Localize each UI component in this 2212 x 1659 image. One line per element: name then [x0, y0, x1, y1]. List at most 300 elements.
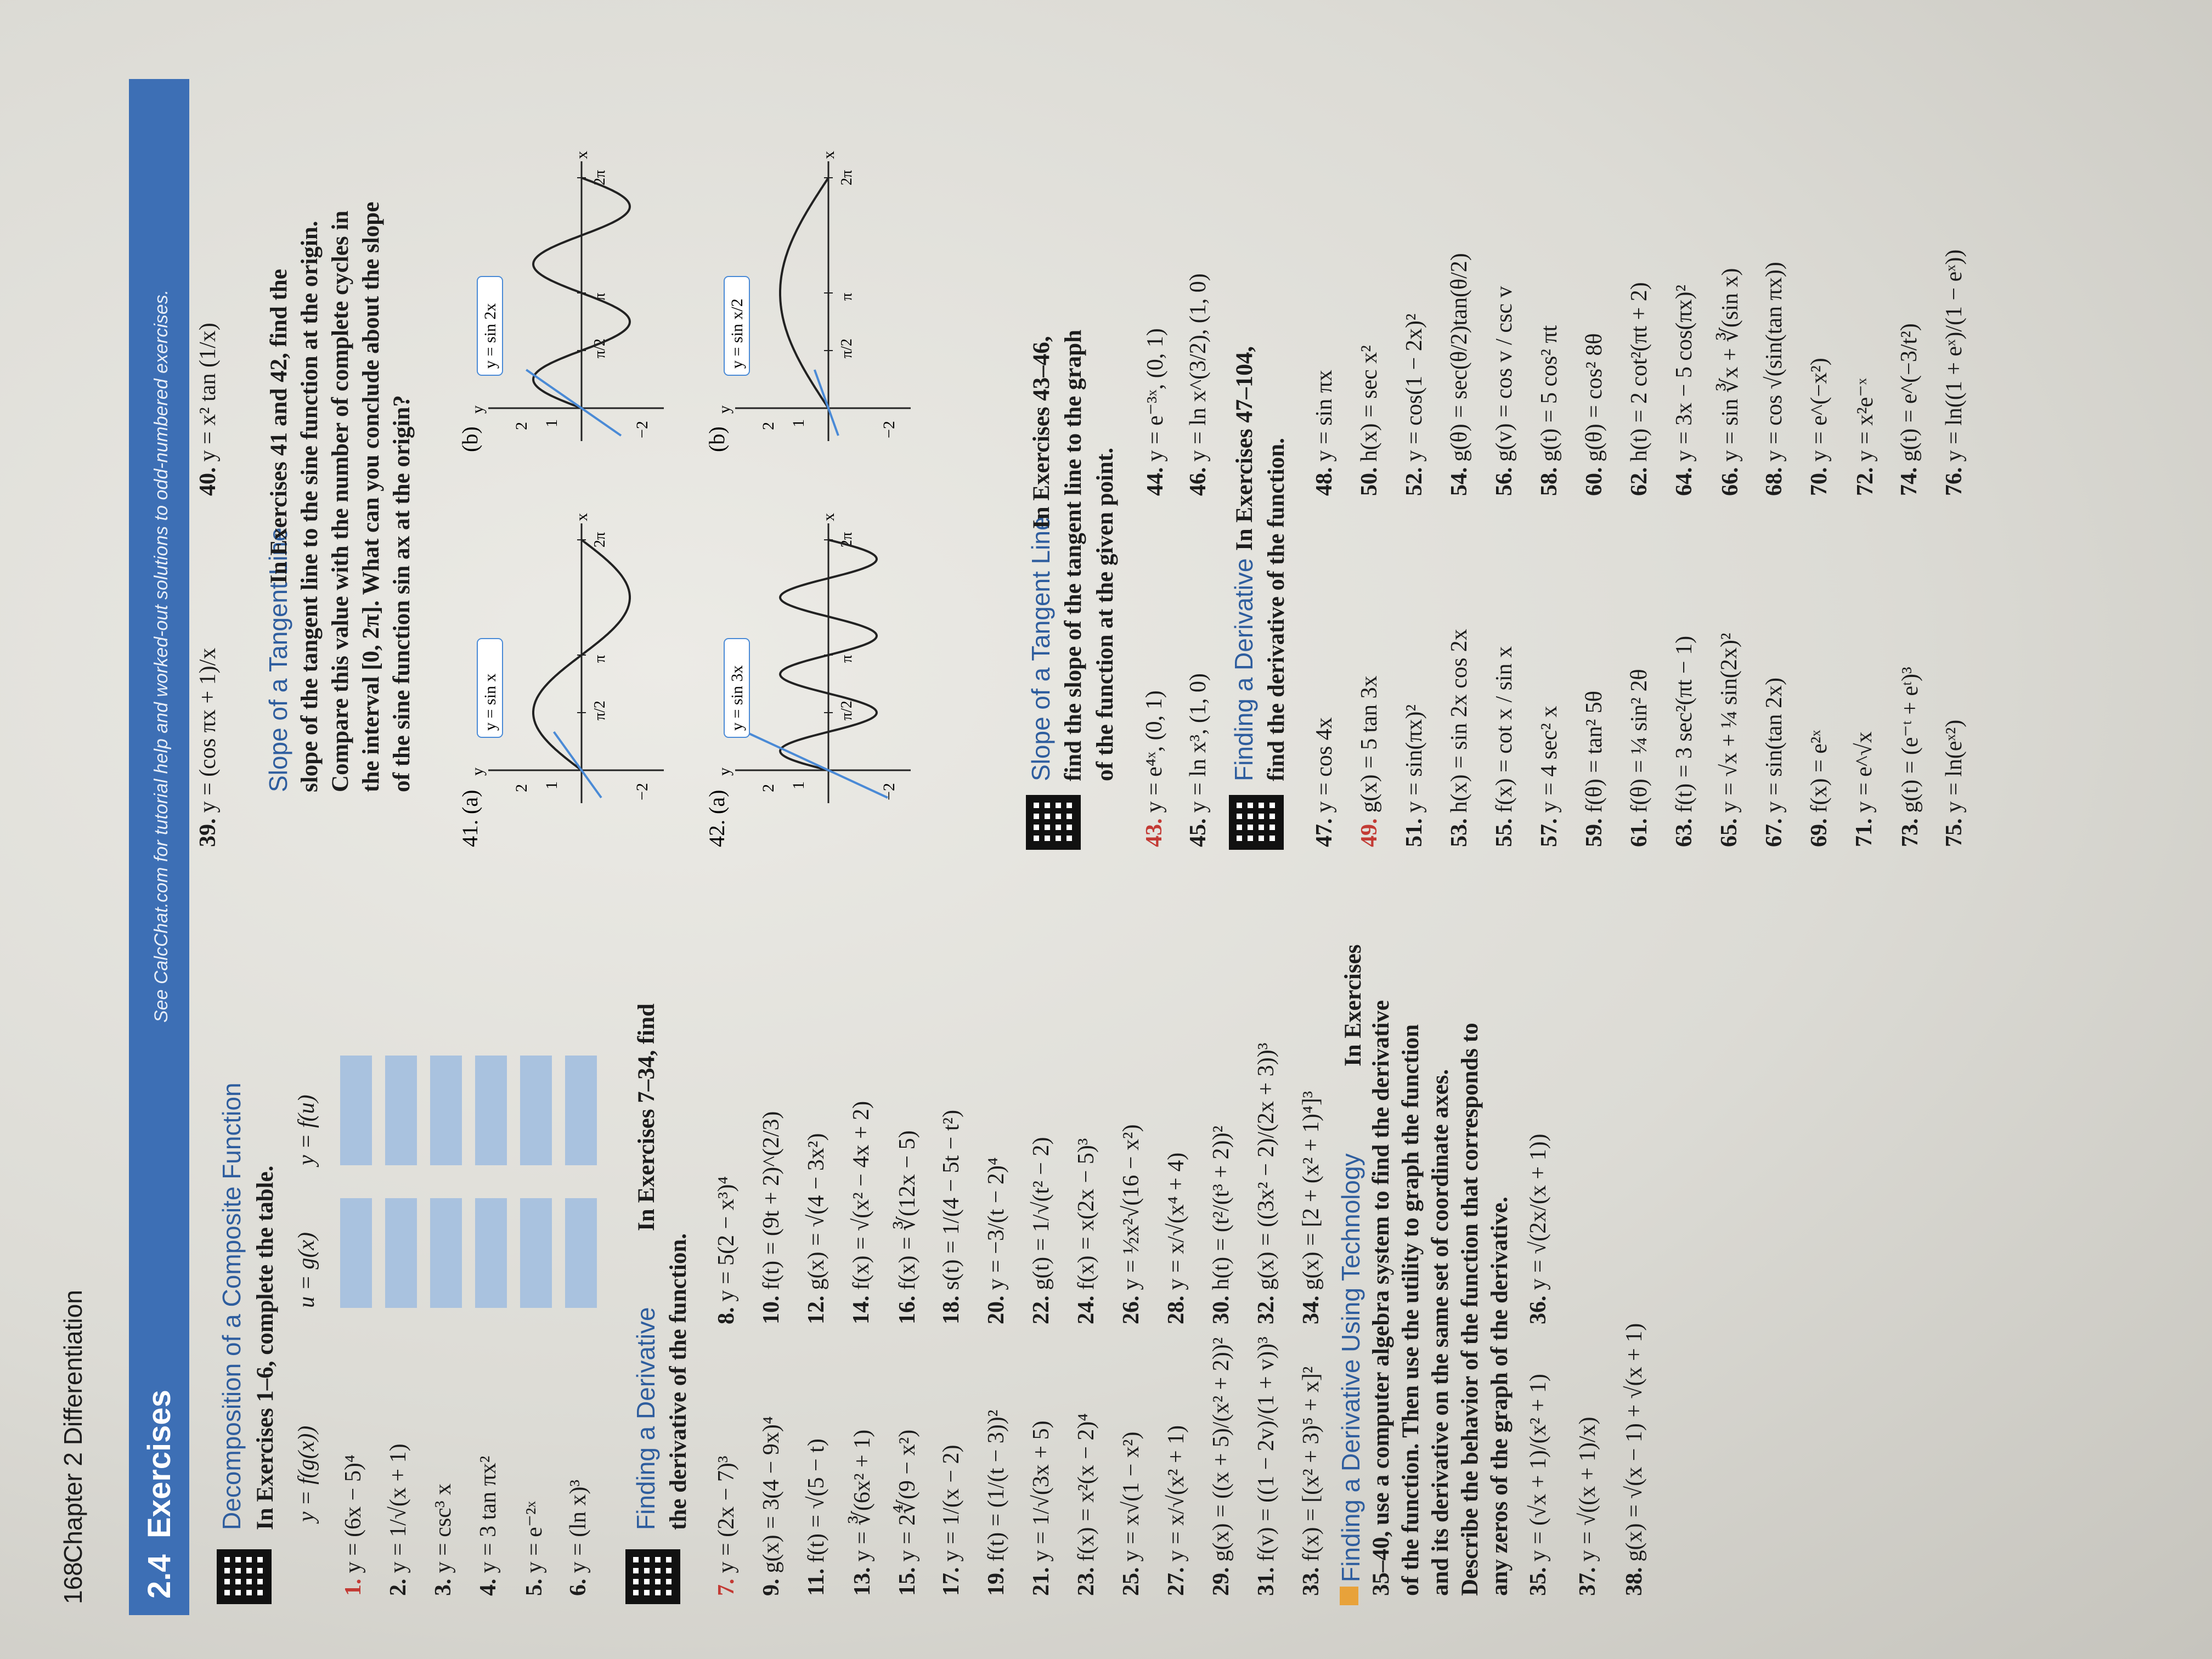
slope-tangent-intro-line: of the function at the given point.	[1092, 448, 1118, 781]
answer-cell[interactable]	[430, 1198, 462, 1308]
x-tick-label: π/2	[591, 338, 608, 358]
exercise-number: 66.	[1718, 467, 1743, 496]
exercise-expression: y = ∛(6x² + 1)	[850, 1429, 875, 1562]
exercise-number: 11.	[804, 1568, 829, 1596]
exercise-number: 17.	[939, 1567, 964, 1596]
exercise-number: 60.	[1582, 467, 1607, 496]
exercise-expression: y = e⁻³ˣ, (0, 1)	[1143, 328, 1168, 462]
exercise-51	[1401, 704, 1427, 847]
exercise-number: 29.	[1209, 1567, 1234, 1596]
slope-tangent-intro-line: In Exercises 43–46,	[1029, 336, 1054, 529]
technology-icon	[1340, 1587, 1358, 1605]
slope-tangent-intro-line: the interval [0, 2π]. What can you conclude about the slope	[358, 201, 384, 792]
slope-tangent-intro-line: find the slope of the tangent line to the graph	[1060, 330, 1086, 781]
decomposition-heading: Decomposition of a Composite Function	[217, 1082, 246, 1530]
curve-label: y = sin x/2	[728, 298, 746, 369]
exercise-expression: s(t) = 1/(4 − 5t − t²)	[939, 1109, 964, 1290]
finding-derivative-heading-2: Finding a Derivative	[1229, 558, 1258, 781]
exercise-expression: y = (2x − 7)³	[714, 1455, 739, 1573]
exercise-expression: y = x²e⁻ˣ	[1853, 378, 1878, 462]
exercise-64	[1671, 285, 1697, 496]
technology-heading: Finding a Derivative Using Technology	[1336, 1153, 1365, 1582]
exercise-number: 32.	[1254, 1295, 1279, 1324]
exercise-45	[1185, 673, 1211, 847]
exercise-number: 23.	[1074, 1567, 1099, 1596]
exercise-number: 47.	[1312, 818, 1337, 847]
exercise-expression: g(x) = √(4 − 3x²)	[804, 1133, 829, 1290]
exercise-number: 72.	[1853, 467, 1878, 496]
exercise-expression: y = 1/(x − 2)	[939, 1444, 964, 1562]
exercise-expression: y = e⁻²ˣ	[522, 1501, 547, 1573]
exercise-number: 15.	[895, 1567, 920, 1596]
chapter-title: Chapter 2 Differentiation	[59, 1290, 87, 1563]
exercise-expression: y = √x + ¼ sin(2x)²	[1717, 633, 1742, 813]
graph-part-label: (b)	[458, 426, 482, 452]
exercise-17	[938, 1444, 964, 1596]
exercise-number: 27.	[1164, 1567, 1189, 1596]
exercise-expression: f(x) = x(2x − 5)³	[1074, 1138, 1099, 1290]
exercise-number: 2.	[386, 1578, 411, 1596]
sine-graphs	[455, 79, 949, 847]
exercise-36	[1525, 1133, 1551, 1324]
exercise-number: 74.	[1897, 467, 1922, 496]
exercise-number: 10.	[759, 1295, 784, 1324]
exercise-number: 31.	[1254, 1567, 1279, 1596]
exercise-15	[893, 1430, 921, 1596]
exercise-number: 30.	[1209, 1295, 1234, 1324]
exercise-5	[520, 1501, 548, 1596]
exercise-number: 58.	[1537, 467, 1562, 496]
exercise-23	[1073, 1413, 1099, 1596]
exercise-35	[1525, 1374, 1551, 1596]
exercise-expression: g(θ) = sec(θ/2)tan(θ/2)	[1447, 253, 1472, 462]
exercise-expression: f(v) = ((1 − 2v)/(1 + v))³	[1254, 1336, 1279, 1562]
exercise-number: 70.	[1807, 467, 1832, 496]
exercise-number: 61.	[1627, 818, 1652, 847]
exercise-expression: y = √(2x/(x + 1))	[1526, 1133, 1551, 1290]
exercise-expression: f(θ) = ¼ sin² 2θ	[1627, 669, 1652, 813]
exercise-expression: y = e⁴ˣ, (0, 1)	[1142, 690, 1167, 813]
table-header-fu: y = f(u)	[294, 1094, 319, 1165]
exercise-number: 56.	[1492, 467, 1517, 496]
exercise-67	[1761, 678, 1787, 847]
calcchat-note: See CalcChat.com for tutorial help and worked-out solutions to odd-numbered exercises.	[151, 289, 172, 1023]
exercise-expression: y = (cos πx + 1)/x	[195, 647, 221, 813]
exercise-number: 50.	[1357, 467, 1382, 496]
answer-cell[interactable]	[385, 1056, 417, 1165]
exercise-expression: f(x) = ∛(12x − 5)	[895, 1130, 920, 1290]
textbook-page	[5, 0, 2212, 1659]
table-header-fgx: y = f(g(x))	[294, 1425, 319, 1522]
exercise-expression: y = ln x^(3/2), (1, 0)	[1186, 273, 1211, 462]
x-tick-label: π	[591, 654, 608, 663]
tick-label: −2	[880, 783, 898, 800]
exercise-34	[1298, 1091, 1324, 1324]
exercise-8	[713, 1176, 740, 1324]
tangent-line	[815, 370, 838, 436]
graph-number: 42.	[704, 820, 729, 847]
exercise-number: 12.	[804, 1295, 829, 1324]
exercise-number: 36.	[1526, 1295, 1551, 1324]
qr-code-icon[interactable]	[1026, 795, 1081, 850]
exercise-expression: y = csc³ x	[431, 1483, 456, 1573]
curve-label: y = sin x	[481, 673, 499, 731]
exercise-61	[1626, 669, 1652, 848]
exercise-expression: y = 4 sec² x	[1537, 706, 1562, 813]
exercise-expression: y = 1/√(x + 1)	[386, 1443, 411, 1573]
exercise-number: 64.	[1672, 467, 1697, 496]
exercise-expression: g(t) = e^(−3/t²)	[1897, 323, 1922, 462]
tangent-line	[526, 370, 621, 436]
y-axis-label: y	[469, 768, 487, 776]
exercise-expression: g(t) = 1/√(t² − 2)	[1029, 1137, 1054, 1290]
exercise-number: 6.	[566, 1578, 591, 1596]
exercise-number: 49.	[1357, 818, 1382, 847]
x-tick-label: 2π	[838, 170, 855, 185]
answer-cell[interactable]	[340, 1056, 372, 1165]
exercise-expression: g(x) = ((3x² − 2)/(2x + 3))³	[1254, 1042, 1279, 1290]
exercise-expression: g(v) = cos v / csc v	[1492, 286, 1517, 462]
exercise-expression: y = cos √(sin(tan πx))	[1762, 262, 1787, 462]
exercise-number: 69.	[1807, 818, 1832, 847]
exercise-4	[475, 1456, 501, 1596]
exercise-31	[1253, 1336, 1279, 1596]
x-tick-label: π	[838, 654, 855, 663]
x-tick-label: π/2	[838, 338, 855, 358]
qr-code-icon[interactable]	[625, 1549, 680, 1604]
x-tick-label: π	[838, 292, 855, 301]
table-header-gx: u = g(x)	[294, 1232, 319, 1308]
answer-cell[interactable]	[385, 1198, 417, 1308]
exercise-number: 7.	[714, 1578, 739, 1596]
x-axis-label: x	[820, 513, 838, 521]
tick-label: 2	[759, 784, 777, 792]
exercise-number: 44.	[1143, 467, 1168, 496]
tick-label: 2	[512, 784, 531, 792]
exercise-number: 9.	[759, 1578, 784, 1596]
exercise-number: 3.	[431, 1578, 456, 1596]
exercise-expression: y = (6x − 5)⁴	[341, 1454, 366, 1573]
exercise-expression: g(x) = [2 + (x² + 1)⁴]³	[1299, 1091, 1324, 1290]
tick-label: −2	[880, 421, 898, 438]
technology-intro-line: Describe the behavior of the function that corresponds to	[1457, 1023, 1483, 1596]
exercise-expression: y = x/√(x⁴ + 4)	[1164, 1152, 1189, 1290]
exercise-number: 65.	[1717, 818, 1742, 847]
exercise-16	[893, 1130, 921, 1324]
exercise-expression: y = 3 tan πx²	[476, 1455, 501, 1573]
finding-derivative-intro-line: find the derivative of the function.	[1263, 438, 1289, 781]
exercise-number: 20.	[984, 1295, 1009, 1324]
exercise-20	[983, 1157, 1009, 1324]
technology-intro-line: and its derivative on the same set of coordinate axes.	[1427, 1069, 1453, 1596]
finding-derivative-intro-line: In Exercises 47–104,	[1232, 346, 1257, 551]
exercise-26	[1118, 1124, 1144, 1324]
exercise-number: 51.	[1402, 818, 1427, 847]
exercise-expression: f(x) = e²ˣ	[1807, 730, 1832, 813]
answer-cell[interactable]	[565, 1056, 597, 1165]
exercise-expression: f(t) = (9t + 2)^(2/3)	[759, 1111, 784, 1290]
exercise-number: 43.	[1142, 818, 1167, 847]
exercise-expression: y = 5(2 − x³)⁴	[714, 1176, 739, 1302]
exercise-27	[1163, 1425, 1189, 1596]
exercise-expression: y = ln((1 + eˣ)/(1 − eˣ))	[1942, 249, 1967, 462]
technology-intro-line: 35–40, use a computer algebra system to find the derivative	[1368, 1000, 1394, 1596]
exercise-43	[1141, 690, 1167, 847]
qr-code-icon[interactable]	[1229, 795, 1284, 850]
exercise-expression: f(θ) = tan² 5θ	[1582, 691, 1607, 813]
tick-label: −2	[633, 421, 651, 438]
exercise-66	[1716, 268, 1743, 496]
exercise-expression: f(x) = [(x² + 3)⁵ + x]²	[1299, 1366, 1324, 1562]
x-axis-label: x	[820, 151, 838, 159]
exercise-number: 38.	[1622, 1567, 1647, 1596]
exercise-number: 24.	[1074, 1295, 1099, 1324]
exercise-expression: f(t) = 3 sec²(πt − 1)	[1672, 635, 1697, 813]
graph-part-label: (a)	[458, 789, 482, 814]
exercise-58	[1536, 325, 1562, 496]
exercise-expression: y = −3/(t − 2)⁴	[984, 1157, 1009, 1290]
exercise-expression: y = x² tan (1/x)	[195, 323, 221, 462]
answer-cell[interactable]	[475, 1056, 507, 1165]
exercise-expression: y = 1/√(3x + 5)	[1029, 1420, 1054, 1562]
exercise-expression: y = cos(1 − 2x)²	[1402, 313, 1427, 462]
exercise-12	[803, 1133, 830, 1324]
exercise-70	[1806, 358, 1832, 496]
exercise-number: 5.	[522, 1578, 547, 1596]
exercise-number: 21.	[1029, 1567, 1054, 1596]
exercise-number: 48.	[1312, 467, 1337, 496]
y-axis-label: y	[715, 405, 733, 414]
x-tick-label: π	[591, 292, 608, 301]
exercise-60	[1581, 334, 1607, 496]
curve-label: y = sin 3x	[728, 665, 746, 731]
curve-label: y = sin 2x	[481, 303, 499, 369]
exercise-expression: g(t) = (e⁻ᵗ + eᵗ)³	[1898, 667, 1923, 813]
exercise-number: 33.	[1299, 1567, 1324, 1596]
exercise-number: 13.	[850, 1567, 875, 1596]
exercise-75	[1941, 720, 1967, 847]
y-axis-label: y	[715, 768, 733, 776]
exercise-number: 68.	[1762, 467, 1787, 496]
exercise-6	[565, 1480, 591, 1596]
exercise-3	[430, 1483, 456, 1596]
page-number: 168	[59, 1562, 87, 1604]
exercise-expression: y = sin(tan 2x)	[1762, 678, 1787, 813]
exercise-38	[1621, 1323, 1647, 1596]
exercise-44	[1141, 328, 1169, 496]
exercise-number: 75.	[1942, 818, 1967, 847]
exercise-expression: y = √((x + 1)/x)	[1575, 1417, 1600, 1562]
exercise-number: 28.	[1164, 1295, 1189, 1324]
exercise-number: 59.	[1582, 818, 1607, 847]
exercise-expression: y = e^(−x²)	[1807, 358, 1832, 462]
exercise-68	[1761, 262, 1787, 496]
section-banner	[129, 79, 189, 1615]
exercise-number: 71.	[1852, 818, 1877, 847]
exercise-57	[1536, 706, 1562, 847]
x-axis-label: x	[573, 151, 591, 159]
exercise-number: 57.	[1537, 818, 1562, 847]
exercise-39	[195, 648, 221, 847]
exercise-number: 25.	[1119, 1567, 1144, 1596]
exercise-2	[385, 1443, 411, 1596]
exercise-28	[1163, 1153, 1189, 1324]
exercise-63	[1671, 636, 1697, 847]
x-tick-label: π/2	[838, 701, 855, 720]
exercise-30	[1208, 1126, 1234, 1324]
graph-part-label: (a)	[704, 789, 729, 814]
tangent-line	[554, 732, 601, 798]
exercise-number: 4.	[476, 1578, 501, 1596]
exercise-47	[1311, 717, 1338, 847]
finding-derivative-intro-2: the derivative of the function.	[665, 1233, 691, 1530]
exercise-expression: y = e^√x	[1852, 731, 1877, 813]
exercise-10	[758, 1111, 785, 1325]
slope-tangent-intro-line: of the sine function sin ax at the origin?	[389, 395, 415, 792]
exercise-expression: f(t) = (1/(t − 3))²	[984, 1409, 1009, 1562]
exercise-expression: f(x) = x²(x − 2)⁴	[1074, 1413, 1099, 1562]
exercise-expression: y = (√x + 1)/(x² + 1)	[1526, 1374, 1551, 1562]
exercise-expression: y = sin πx	[1312, 370, 1337, 462]
section-title: Exercises	[142, 1390, 177, 1538]
exercise-expression: h(t) = 2 cot²(πt + 2)	[1627, 282, 1652, 462]
exercise-number: 46.	[1186, 467, 1211, 496]
exercise-11	[803, 1438, 830, 1596]
exercise-number: 62.	[1627, 467, 1652, 496]
exercise-expression: g(x) = ((x + 5)/(x² + 2))²	[1209, 1337, 1234, 1562]
exercise-number: 63.	[1672, 818, 1697, 847]
exercise-number: 67.	[1762, 818, 1787, 847]
slope-tangent-intro-line: slope of the tangent line to the sine function at the origin.	[297, 221, 323, 792]
exercise-expression: f(x) = √(x² − 4x + 2)	[849, 1101, 874, 1290]
exercise-9	[758, 1417, 785, 1596]
exercise-expression: y = sin(πx)²	[1402, 704, 1427, 813]
exercise-55	[1491, 646, 1517, 847]
x-tick-label: 2π	[591, 170, 608, 185]
sine-curve	[780, 178, 828, 408]
slope-tangent-intro-line: Compare this value with the number of complete cycles in	[328, 210, 353, 792]
answer-cell[interactable]	[520, 1198, 552, 1308]
exercise-number: 55.	[1492, 818, 1517, 847]
exercise-number: 40.	[195, 467, 221, 496]
exercise-1	[340, 1455, 366, 1596]
exercise-expression: y = cos 4x	[1312, 717, 1337, 813]
exercise-52	[1401, 314, 1427, 496]
tick-label: 1	[789, 781, 808, 789]
exercise-7	[713, 1456, 740, 1596]
slope-tangent-intro-line: In Exercises 41 and 42, find the	[266, 269, 292, 584]
exercise-54	[1446, 253, 1472, 496]
exercise-expression: y = 2∜(9 − x²)	[895, 1429, 920, 1562]
exercise-number: 54.	[1447, 467, 1472, 496]
exercise-number: 37.	[1575, 1567, 1600, 1596]
exercise-13	[848, 1430, 876, 1596]
slope-tangent-heading-2: Slope of a Tangent Line	[1026, 516, 1055, 781]
exercise-40	[195, 323, 221, 496]
exercise-19	[983, 1410, 1009, 1596]
exercise-24	[1073, 1138, 1099, 1324]
x-tick-label: 2π	[591, 532, 608, 548]
exercise-number: 16.	[895, 1295, 920, 1324]
exercise-50	[1356, 345, 1383, 496]
exercise-expression: h(t) = (t²/(t³ + 2))²	[1209, 1125, 1234, 1290]
exercise-number: 53.	[1447, 818, 1472, 847]
section-number: 2.4	[142, 1554, 177, 1599]
technology-intro-line: In Exercises	[1340, 944, 1366, 1066]
exercise-29	[1208, 1338, 1234, 1596]
exercise-69	[1806, 730, 1832, 847]
tick-label: 2	[759, 422, 777, 430]
technology-intro-line: any zeros of the graph of the derivative.	[1487, 1197, 1513, 1596]
exercise-expression: y = ½x²√(16 − x²)	[1119, 1124, 1144, 1290]
exercise-expression: y = ln(eˣ²)	[1942, 719, 1967, 813]
technology-intro-line: of the function. Then use the utility to graph the function	[1398, 1024, 1424, 1596]
answer-cell[interactable]	[475, 1198, 507, 1308]
tick-label: 1	[789, 419, 808, 427]
exercise-number: 76.	[1942, 467, 1967, 496]
x-tick-label: π/2	[591, 701, 608, 720]
exercise-number: 52.	[1402, 467, 1427, 496]
exercise-number: 22.	[1029, 1295, 1054, 1324]
exercise-expression: y = ln x³, (1, 0)	[1186, 673, 1211, 813]
exercise-22	[1028, 1137, 1054, 1324]
exercise-expression: g(θ) = cos² 8θ	[1582, 333, 1607, 462]
answer-cell[interactable]	[520, 1056, 552, 1165]
exercise-expression: g(x) = 5 tan 3x	[1357, 675, 1382, 813]
finding-derivative-intro: In Exercises 7–34, find	[634, 1003, 659, 1231]
answer-cell[interactable]	[565, 1198, 597, 1308]
exercise-18	[938, 1110, 964, 1324]
exercise-number: 35.	[1526, 1567, 1551, 1596]
exercise-73	[1896, 667, 1923, 847]
exercise-expression: y = x/√(x² + 1)	[1164, 1425, 1189, 1562]
tick-label: 1	[543, 419, 561, 427]
finding-derivative-heading: Finding a Derivative	[631, 1307, 660, 1530]
tick-label: −2	[633, 783, 651, 800]
exercise-number: 8.	[714, 1307, 739, 1324]
exercise-21	[1028, 1420, 1054, 1596]
exercise-number: 1.	[341, 1578, 366, 1596]
decomposition-intro: In Exercises 1–6, complete the table.	[252, 1165, 278, 1530]
exercise-expression: y = (ln x)³	[566, 1480, 591, 1573]
exercise-expression: g(x) = 3(4 − 9x)⁴	[759, 1416, 784, 1573]
qr-code-icon[interactable]	[217, 1549, 272, 1604]
exercise-46	[1185, 273, 1211, 496]
exercise-expression: y = 3x − 5 cos(πx)²	[1672, 284, 1697, 462]
exercise-74	[1896, 323, 1922, 496]
tick-label: 2	[512, 422, 531, 430]
exercise-48	[1311, 370, 1338, 496]
exercise-expression: h(x) = sec x²	[1357, 345, 1382, 462]
answer-cell[interactable]	[430, 1056, 462, 1165]
exercise-72	[1851, 378, 1878, 496]
exercise-expression: g(t) = 5 cos² πt	[1537, 325, 1562, 462]
exercise-49	[1356, 676, 1383, 847]
slope-tangent-heading: Slope of a Tangent Line	[264, 527, 292, 792]
exercise-number: 14.	[849, 1295, 874, 1324]
answer-cell[interactable]	[340, 1198, 372, 1308]
tick-label: 1	[543, 781, 561, 789]
exercise-65	[1716, 633, 1742, 847]
exercise-33	[1298, 1367, 1324, 1596]
exercise-expression: f(x) = cot x / sin x	[1492, 646, 1517, 813]
graph-number: 41.	[458, 820, 482, 847]
exercise-number: 73.	[1898, 818, 1923, 847]
x-tick-label: 2π	[838, 532, 855, 548]
exercise-expression: f(t) = √(5 − t)	[804, 1438, 829, 1563]
x-axis-label: x	[573, 513, 591, 521]
exercise-53	[1446, 629, 1472, 847]
